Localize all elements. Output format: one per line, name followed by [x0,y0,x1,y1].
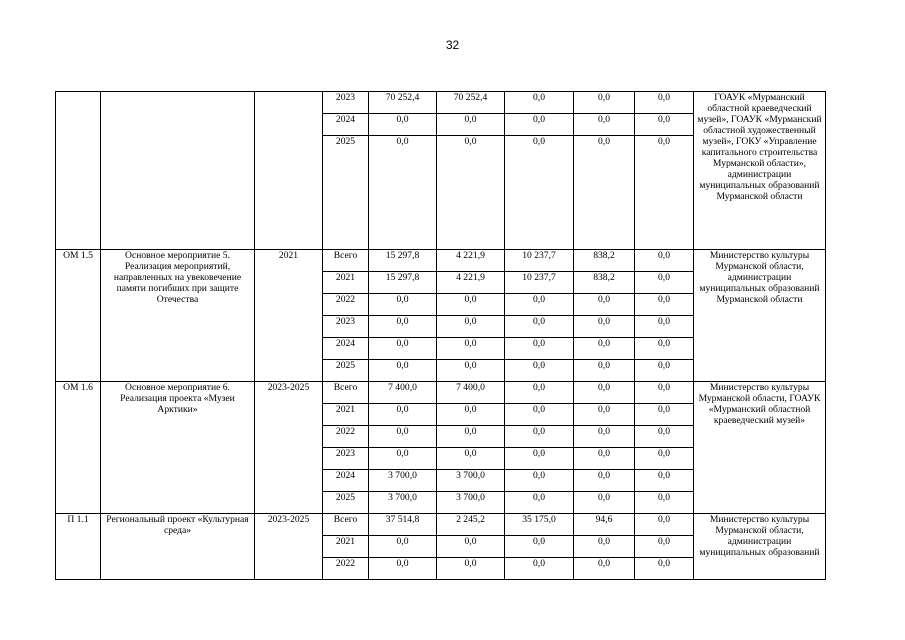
year-cell: 2022 [323,426,369,448]
value-cell: 0,0 [574,536,635,558]
value-cell: 4 221,9 [437,250,505,272]
year-cell: 2022 [323,558,369,580]
value-cell: 0,0 [635,470,694,492]
value-cell: 3 700,0 [437,492,505,514]
value-cell: 0,0 [635,558,694,580]
value-cell: 0,0 [574,492,635,514]
value-cell: 0,0 [437,136,505,250]
value-cell: 0,0 [574,360,635,382]
total-cell: 7 400,0 [369,382,437,404]
value-cell: 0,0 [437,316,505,338]
value-cell: 0,0 [574,404,635,426]
value-cell: 0,0 [505,114,574,136]
year-cell: 2025 [323,360,369,382]
measure-code [56,92,101,250]
value-cell: 0,0 [437,360,505,382]
year-cell: 2023 [323,448,369,470]
value-cell: 0,0 [635,382,694,404]
value-cell: 4 221,9 [437,272,505,294]
value-cell: 0,0 [635,316,694,338]
value-cell: 0,0 [505,316,574,338]
value-cell: 0,0 [505,404,574,426]
implementation-period: 2021 [255,250,323,382]
value-cell: 3 700,0 [437,470,505,492]
value-cell: 7 400,0 [437,382,505,404]
value-cell: 0,0 [635,426,694,448]
value-cell: 0,0 [437,294,505,316]
value-cell: 0,0 [505,448,574,470]
year-cell: Всего [323,382,369,404]
total-cell: 0,0 [369,114,437,136]
value-cell: 0,0 [505,536,574,558]
total-cell: 0,0 [369,316,437,338]
value-cell: 0,0 [437,558,505,580]
value-cell: 838,2 [574,250,635,272]
value-cell: 0,0 [574,136,635,250]
value-cell: 0,0 [635,92,694,114]
budget-table [55,91,826,580]
value-cell: 0,0 [574,316,635,338]
measure-name: Основное мероприятие 5. Реализация мероприятий, направленных на увековечение памяти погибших при защите Отечества [101,250,255,382]
value-cell: 35 175,0 [505,514,574,536]
value-cell: 0,0 [437,338,505,360]
value-cell: 0,0 [505,382,574,404]
value-cell: 0,0 [635,492,694,514]
year-cell: 2021 [323,404,369,426]
year-cell: 2024 [323,338,369,360]
value-cell: 0,0 [635,272,694,294]
year-cell: 2023 [323,316,369,338]
table-row [56,250,826,272]
value-cell: 0,0 [635,114,694,136]
value-cell: 0,0 [505,360,574,382]
value-cell: 0,0 [437,114,505,136]
total-cell: 0,0 [369,426,437,448]
value-cell: 0,0 [635,514,694,536]
total-cell: 0,0 [369,294,437,316]
value-cell: 0,0 [574,426,635,448]
year-cell: 2021 [323,272,369,294]
table-row [56,382,826,404]
year-cell: Всего [323,514,369,536]
value-cell: 0,0 [574,382,635,404]
total-cell: 0,0 [369,360,437,382]
value-cell: 0,0 [574,294,635,316]
total-cell: 0,0 [369,536,437,558]
value-cell: 0,0 [505,92,574,114]
value-cell: 0,0 [505,492,574,514]
value-cell: 0,0 [574,558,635,580]
value-cell: 0,0 [635,136,694,250]
total-cell: 0,0 [369,338,437,360]
value-cell: 0,0 [635,448,694,470]
year-cell: 2022 [323,294,369,316]
value-cell: 838,2 [574,272,635,294]
table-row [56,514,826,536]
measure-code: ОМ 1.5 [56,250,101,382]
value-cell: 0,0 [574,338,635,360]
value-cell: 0,0 [574,92,635,114]
value-cell: 2 245,2 [437,514,505,536]
value-cell: 0,0 [437,536,505,558]
total-cell: 15 297,8 [369,250,437,272]
value-cell: 0,0 [635,294,694,316]
value-cell: 0,0 [574,448,635,470]
executor-cell: Министерство культуры Мурманской области, администрации муниципальных образований [694,514,826,580]
total-cell: 0,0 [369,404,437,426]
value-cell: 0,0 [635,360,694,382]
value-cell: 0,0 [635,338,694,360]
year-cell: 2023 [323,92,369,114]
total-cell: 0,0 [369,448,437,470]
value-cell: 0,0 [635,250,694,272]
value-cell: 0,0 [437,448,505,470]
value-cell: 10 237,7 [505,272,574,294]
year-cell: 2024 [323,114,369,136]
value-cell: 0,0 [505,470,574,492]
value-cell: 94,6 [574,514,635,536]
year-cell: 2024 [323,470,369,492]
year-cell: 2025 [323,492,369,514]
implementation-period: 2023-2025 [255,514,323,580]
total-cell: 3 700,0 [369,470,437,492]
value-cell: 0,0 [505,136,574,250]
executor-cell: Министерство культуры Мурманской области, ГОАУК «Мурманский областной краеведческий музей» [694,382,826,514]
implementation-period [255,92,323,250]
value-cell: 0,0 [635,536,694,558]
measure-code: ОМ 1.6 [56,382,101,514]
value-cell: 0,0 [437,426,505,448]
value-cell: 0,0 [635,404,694,426]
table-row [56,92,826,114]
year-cell: 2025 [323,136,369,250]
year-cell: 2021 [323,536,369,558]
total-cell: 37 514,8 [369,514,437,536]
measure-name: Региональный проект «Культурная среда» [101,514,255,580]
total-cell: 0,0 [369,136,437,250]
total-cell: 0,0 [369,558,437,580]
value-cell: 0,0 [505,294,574,316]
value-cell: 0,0 [574,470,635,492]
measure-name [101,92,255,250]
executor-cell: Министерство культуры Мурманской области, администрации муниципальных образований Мурманской области [694,250,826,382]
measure-name: Основное мероприятие 6. Реализация проекта «Музеи Арктики» [101,382,255,514]
executor-cell: ГОАУК «Мурманский областной краеведческий музей», ГОАУК «Мурманский областной художественный музей», ГОКУ «Управление капитального строительства Мурманской области», администрации муниципальных образований Мурманской области [694,92,826,250]
value-cell: 0,0 [574,114,635,136]
value-cell: 0,0 [505,558,574,580]
value-cell: 10 237,7 [505,250,574,272]
value-cell: 0,0 [437,404,505,426]
implementation-period: 2023-2025 [255,382,323,514]
total-cell: 70 252,4 [369,92,437,114]
year-cell: Всего [323,250,369,272]
value-cell: 70 252,4 [437,92,505,114]
measure-code: П 1.1 [56,514,101,580]
value-cell: 0,0 [505,426,574,448]
page-number: 32 [445,38,460,52]
total-cell: 3 700,0 [369,492,437,514]
total-cell: 15 297,8 [369,272,437,294]
value-cell: 0,0 [505,338,574,360]
